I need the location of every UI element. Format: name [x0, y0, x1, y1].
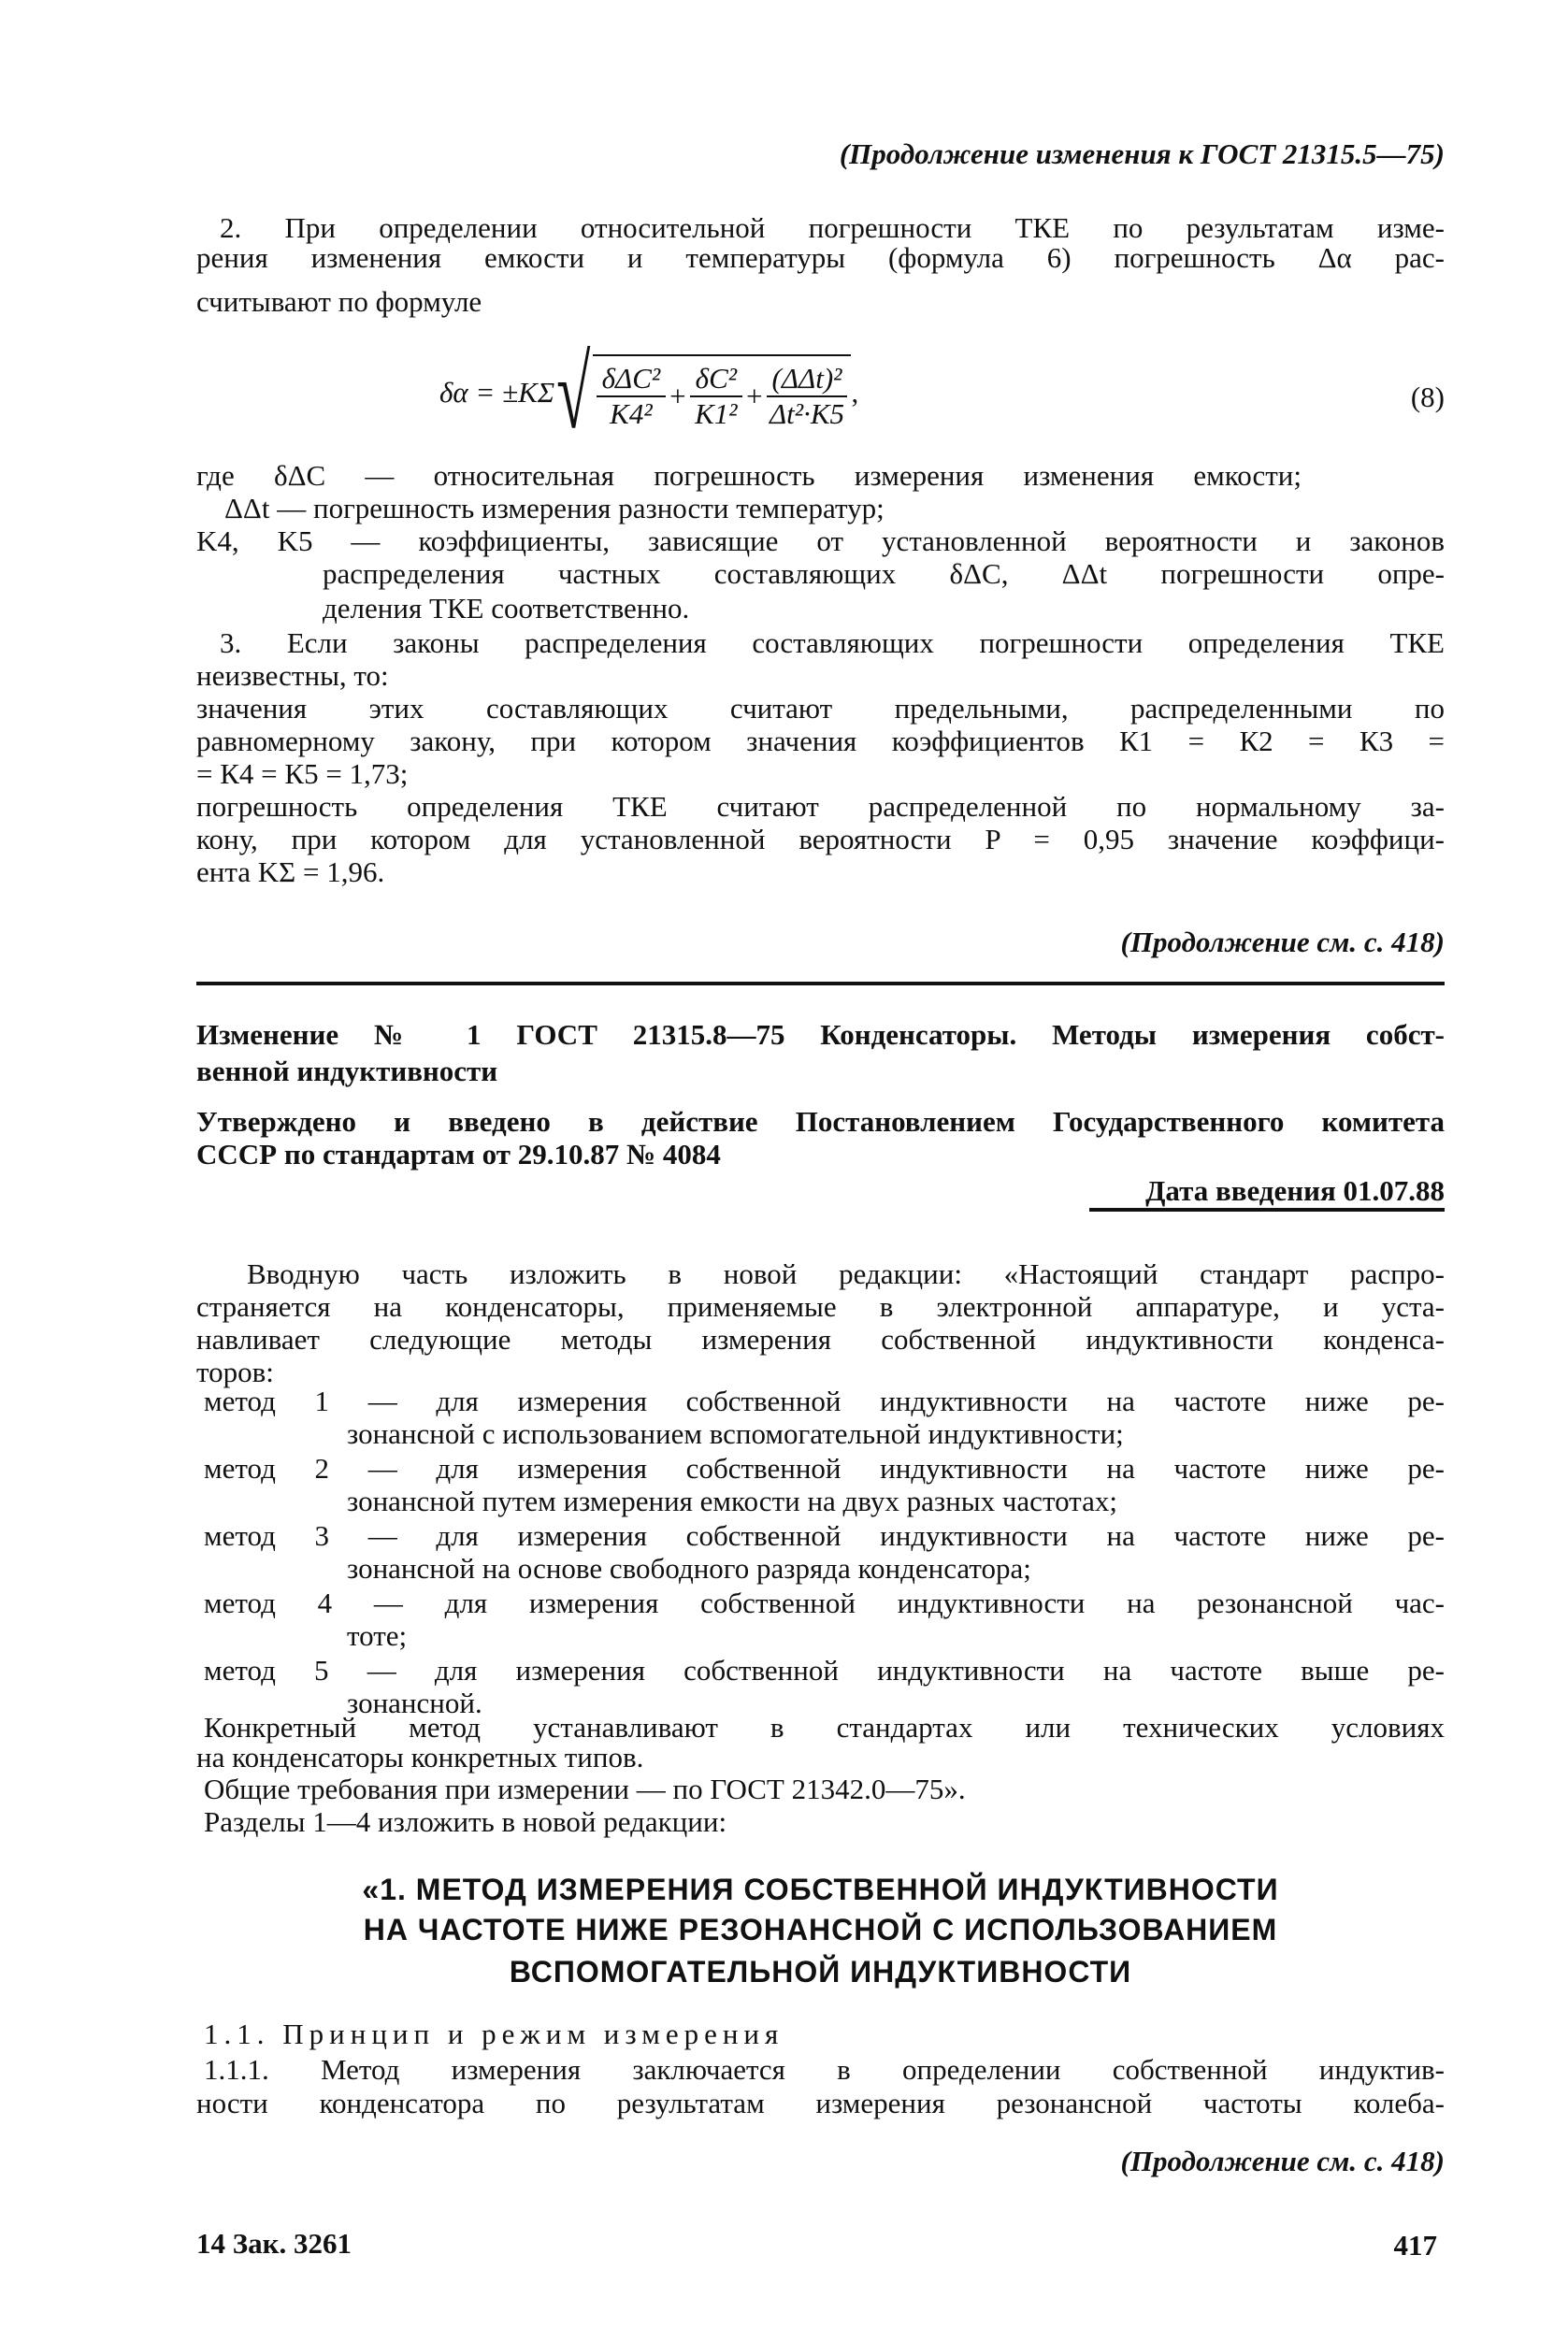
- section-divider: [196, 982, 1445, 985]
- method-2: метод 2 — для измерения собственной индуктивности на частоте ниже ре-: [204, 1452, 1445, 1485]
- where-line: где δΔC — относительная погрешность измерения изменения емкости;: [196, 459, 1302, 492]
- tail-line: Общие требования при измерении — по ГОСТ 21342.0—75».: [204, 1773, 966, 1805]
- sqrt-sign: √: [556, 336, 591, 450]
- tail-line: на конденсаторы конкретных типов.: [196, 1741, 644, 1774]
- approval-line: Утверждено и введено в действие Постановлением Государственного комитета: [196, 1105, 1445, 1138]
- fraction: [597, 362, 667, 431]
- method-4-cont: тоте;: [347, 1619, 408, 1652]
- tail-line: Разделы 1—4 изложить в новой редакции:: [204, 1805, 727, 1838]
- print-order-number: 14 Зак. 3261: [196, 2227, 352, 2260]
- page-number: 417: [1393, 2229, 1437, 2262]
- plus: +: [746, 380, 763, 412]
- intro-line: навливает следующие методы измерения собственной индуктивности конденса-: [196, 1323, 1445, 1356]
- intro-line: торов:: [196, 1356, 274, 1388]
- where-line: распределения частных составляющих δΔC, ΔΔt погрешности опре-: [323, 557, 1445, 590]
- numerator: δC²: [690, 362, 742, 397]
- denominator: Δt²·K5: [769, 397, 845, 430]
- method-4: метод 4 — для измерения собственной индуктивности на резонансной час-: [204, 1587, 1445, 1619]
- denominator: K4²: [610, 397, 653, 430]
- continuation-note: (Продолжение см. с. 418): [1120, 926, 1445, 958]
- formula-lhs: δα = ±KΣ: [439, 376, 555, 409]
- tail-line: Конкретный метод устанавливают в стандартах или технических условиях: [204, 1711, 1445, 1744]
- continuation-header: (Продолжение изменения к ГОСТ 21315.5—75): [839, 137, 1445, 170]
- method-1: метод 1 — для измерения собственной индуктивности на частоте ниже ре-: [204, 1385, 1445, 1417]
- paragraph-3-line: равномерному закону, при котором значения коэффициентов К1 = К2 = К3 =: [196, 725, 1445, 757]
- method-2-cont: зонансной путем измерения емкости на двух разных частотах;: [347, 1485, 1117, 1517]
- amendment-title-line: венной индуктивности: [196, 1055, 498, 1087]
- formula-8: [439, 337, 858, 449]
- comma: ,: [851, 376, 859, 409]
- intro-line: Вводную часть изложить в новой редакции: «Настоящий стандарт распро-: [247, 1257, 1445, 1290]
- method-3: метод 3 — для измерения собственной индуктивности на частоте ниже ре-: [204, 1519, 1445, 1552]
- fraction: [690, 362, 742, 431]
- paragraph-3-line: неизвестны, то:: [196, 659, 389, 692]
- date-underline: [1089, 1208, 1445, 1212]
- method-5-cont: зонансной.: [347, 1687, 482, 1719]
- paragraph-3-line: ента KΣ = 1,96.: [196, 855, 385, 888]
- where-line: деления ТКЕ соответственно.: [323, 592, 690, 625]
- paragraph-3-line: = К4 = К5 = 1,73;: [196, 757, 409, 790]
- numerator: (ΔΔt)²: [767, 362, 848, 397]
- paragraph-2-line: считывают по формуле: [196, 285, 482, 318]
- paragraph-1-1-1-line: 1.1.1. Метод измерения заключается в определении собственной индуктив-: [204, 2053, 1445, 2086]
- section-heading-line: НА ЧАСТОТЕ НИЖЕ РЕЗОНАНСНОЙ С ИСПОЛЬЗОВАНИЕМ: [363, 1913, 1278, 1946]
- fraction: [767, 362, 848, 431]
- subsection-heading: 1.1. Принцип и режим измерения: [204, 2018, 784, 2050]
- plus: +: [669, 380, 686, 412]
- method-5: метод 5 — для измерения собственной индуктивности на частоте выше ре-: [204, 1654, 1445, 1687]
- where-line: K4, K5 — коэффициенты, зависящие от установленной вероятности и законов: [196, 524, 1445, 557]
- section-heading-line: «1. МЕТОД ИЗМЕРЕНИЯ СОБСТВЕННОЙ ИНДУКТИВНОСТИ: [362, 1873, 1279, 1906]
- amendment-title-line: Изменение № 1 ГОСТ 21315.8—75 Конденсаторы. Методы измерения собст-: [196, 1018, 1445, 1051]
- method-3-cont: зонансной на основе свободного разряда конденсатора;: [347, 1552, 1031, 1585]
- section-heading-line: ВСПОМОГАТЕЛЬНОЙ ИНДУКТИВНОСТИ: [509, 1955, 1132, 1989]
- method-1-cont: зонансной с использованием вспомогательной индуктивности;: [347, 1417, 1124, 1450]
- numerator: δΔC²: [597, 362, 667, 397]
- paragraph-3-line: 3. Если законы распределения составляющих погрешности определения ТКЕ: [220, 626, 1445, 659]
- denominator: K1²: [695, 397, 738, 430]
- paragraph-2-line: 2. При определении относительной погрешности ТКЕ по результатам изме-: [220, 211, 1445, 244]
- intro-line: страняется на конденсаторы, применяемые в электронной аппаратуре, и уста-: [196, 1290, 1445, 1323]
- effective-date: Дата введения 01.07.88: [1145, 1174, 1445, 1207]
- continuation-note: (Продолжение см. с. 418): [1120, 2145, 1445, 2177]
- paragraph-3-line: кону, при котором для установленной вероятности P = 0,95 значение коэффици-: [196, 823, 1445, 855]
- where-line: ΔΔt — погрешность измерения разности температур;: [224, 492, 885, 524]
- paragraph-2-line: рения изменения емкости и температуры (формула 6) погрешность Δα рас-: [196, 241, 1445, 274]
- formula-radicand: [593, 354, 852, 431]
- formula-number: (8): [1410, 381, 1445, 413]
- paragraph-3-line: погрешность определения ТКЕ считают распределенной по нормальному за-: [196, 790, 1445, 823]
- paragraph-3-line: значения этих составляющих считают предельными, распределенными по: [196, 692, 1445, 725]
- approval-line: СССР по стандартам от 29.10.87 № 4084: [196, 1138, 721, 1170]
- paragraph-1-1-1-line: ности конденсатора по результатам измерения резонансной частоты колеба-: [196, 2087, 1445, 2119]
